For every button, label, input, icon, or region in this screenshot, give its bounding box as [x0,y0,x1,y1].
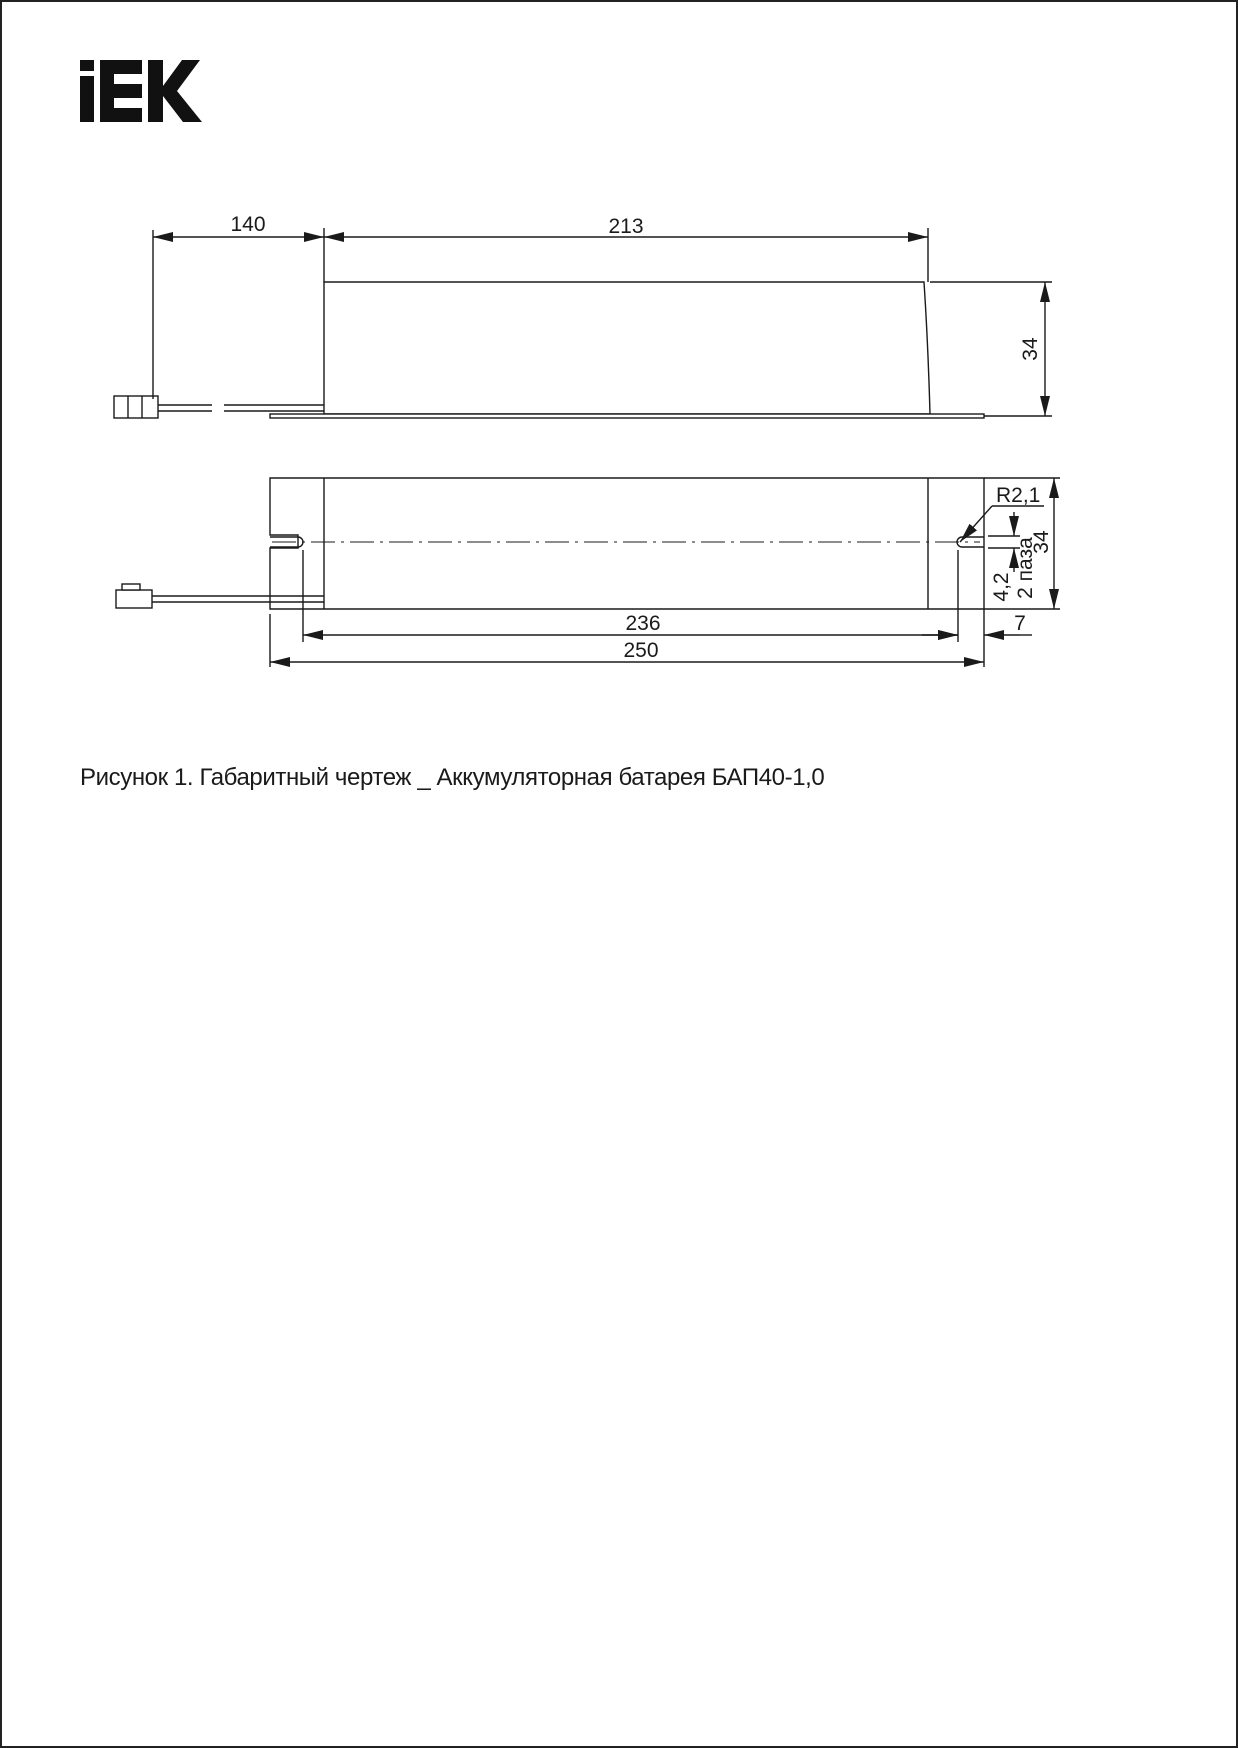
side-body-outline [324,282,930,414]
top-view [116,478,1060,667]
figure-caption: Рисунок 1. Габаритный чертеж _ Аккумуляторная батарея БАП40-1,0 [80,764,825,791]
label-213: 213 [608,215,644,238]
label-236: 236 [625,612,661,635]
top-body-outline [270,478,984,609]
label-7: 7 [1014,612,1026,635]
label-r2-1: R2,1 [996,484,1041,507]
side-view [114,228,1052,418]
label-4-2: 4,2 [990,572,1013,602]
side-base-plate [270,414,984,418]
top-connector [116,584,152,608]
label-side-34: 34 [1019,337,1042,361]
label-140: 140 [230,213,266,236]
side-connector [114,396,158,418]
dimension-drawing [2,2,1236,762]
label-top-34: 34 [1030,530,1053,554]
label-slot-count: 2 паза [1014,537,1037,599]
label-250: 250 [623,639,659,662]
